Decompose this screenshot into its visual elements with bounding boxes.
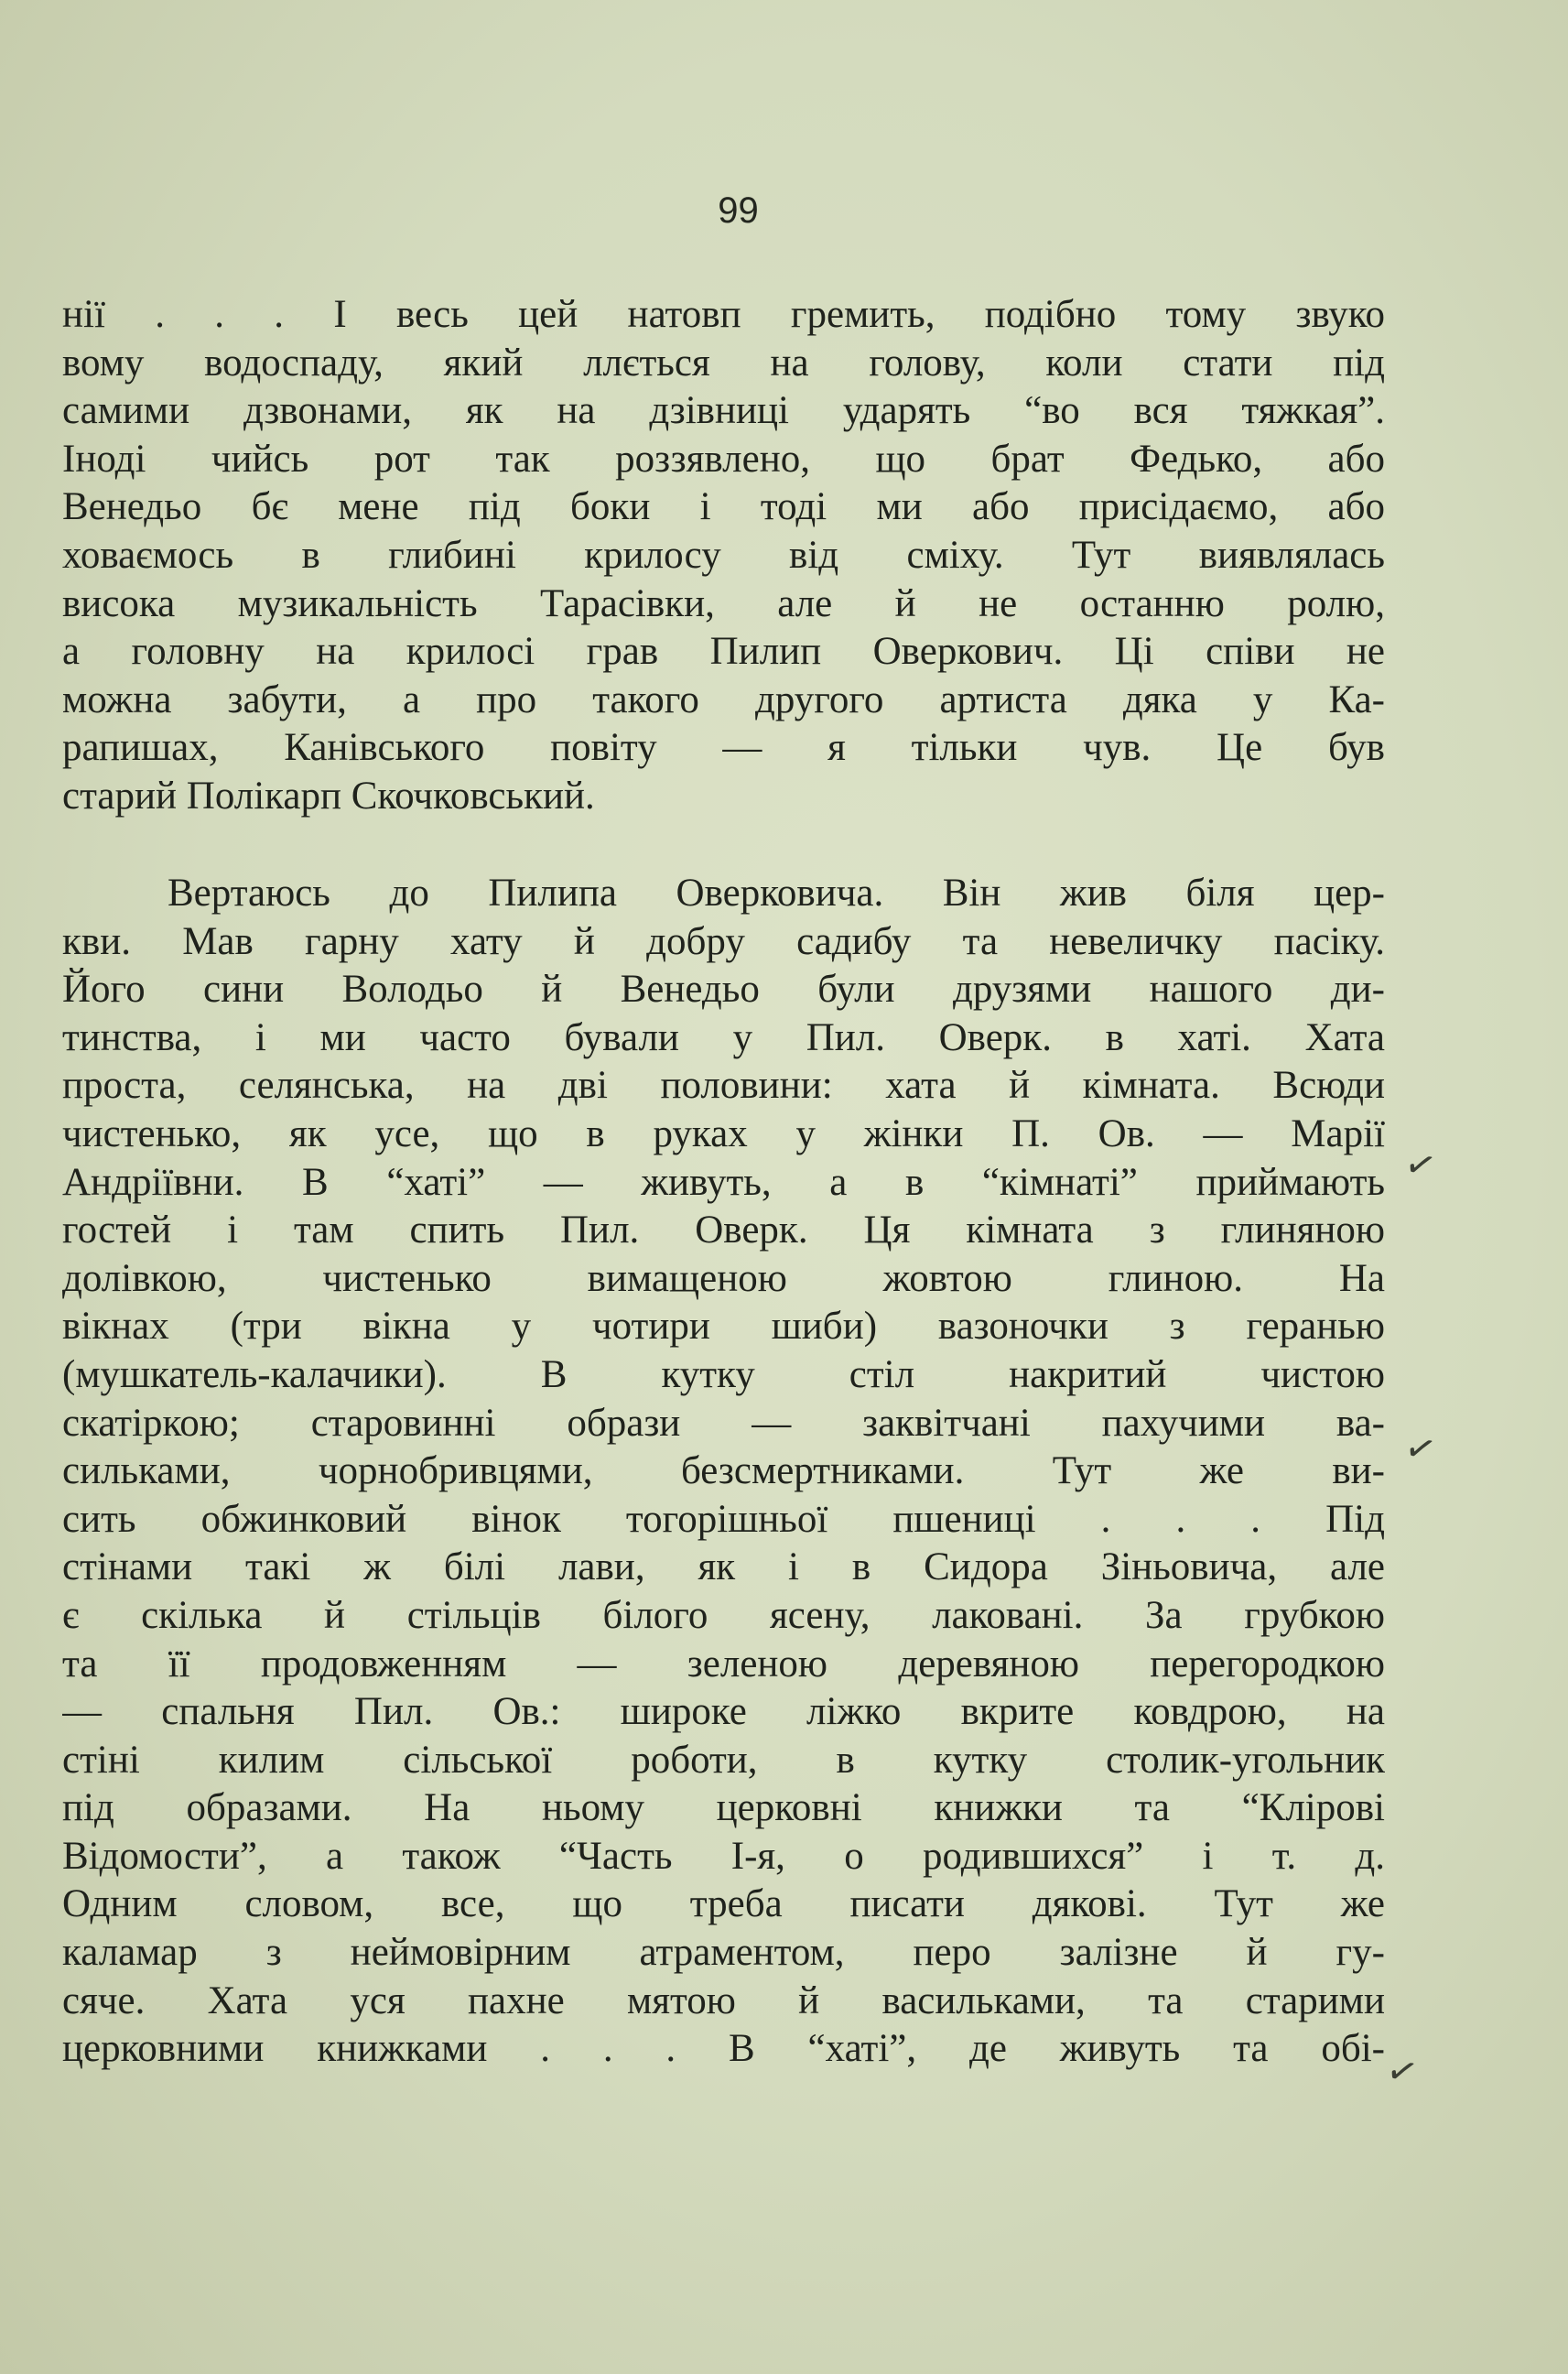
text-line: скатіркою; старовинні образи — заквітчані пахучими ва- xyxy=(62,1401,1385,1445)
text-line: каламар з неймовірним атраментом, перо залізне й гу- xyxy=(62,1931,1385,1975)
text-line: Іноді чийсь рот так роззявлено, що брат Федько, або xyxy=(62,437,1385,481)
text-line: нії . . . І весь цей натовп гремить, подібно тому звуко xyxy=(62,293,1385,336)
text-line: сяче. Хата уся пахне мятою й васильками, та старими xyxy=(62,1978,1385,2022)
margin-checkmark: ✓ xyxy=(1400,1141,1441,1190)
text-line: сильками, чорнобривцями, безсмертниками. Тут же ви- xyxy=(62,1449,1385,1493)
text-line: ховаємось в глибині крилосу від сміху. Тут виявлялась xyxy=(62,533,1385,577)
text-line: проста, селянська, на дві половини: хата й кімната. Всюди xyxy=(62,1064,1385,1108)
text-line: вому водоспаду, який ллється на голову, коли стати під xyxy=(62,341,1385,385)
text-line: та її продовженням — зеленою деревяною перегородкою xyxy=(62,1642,1385,1686)
text-line: чистенько, як усе, що в руках у жінки П. Ов. — Марії xyxy=(62,1111,1385,1155)
text-line: Венедьо бє мене під боки і тоді ми або присідаємо, або xyxy=(62,485,1385,529)
paragraph-1 xyxy=(62,291,1385,821)
margin-checkmark: ✓ xyxy=(1381,2047,1422,2097)
text-line: (мушкатель-калачики). В кутку стіл накритий чистою xyxy=(62,1352,1385,1396)
text-line: під образами. На ньому церковні книжки та “Клірові xyxy=(62,1786,1385,1830)
text-line: Вертаюсь до Пилипа Оверковича. Він жив біля цер- xyxy=(168,872,1385,915)
text-line: гостей і там спить Пил. Оверк. Ця кімната з глиняною xyxy=(62,1209,1385,1252)
text-line: є скілька й стільців білого ясену, лаковані. За грубкою xyxy=(62,1593,1385,1637)
text-line: Андріївни. В “хаті” — живуть, а в “кімнаті” приймають xyxy=(62,1160,1385,1204)
text-line: самими дзвонами, як на дзівниці ударять “во вся тяжкая”. xyxy=(62,389,1385,433)
text-line: кви. Мав гарну хату й добру садибу та невеличку пасіку. xyxy=(62,919,1385,963)
text-line: а головну на крилосі грав Пилип Оверкович. Ці співи не xyxy=(62,630,1385,674)
text-line: стіні килим сільської роботи, в кутку столик-угольник xyxy=(62,1738,1385,1782)
paragraph-2 xyxy=(62,870,1385,2074)
text-line: рапишах, Канівського повіту — я тільки чув. Це був xyxy=(62,726,1385,770)
text-line: висока музикальність Тарасівки, але й не останню ролю, xyxy=(62,581,1385,625)
text-line: долівкою, чистенько вимащеною жовтою глиною. На xyxy=(62,1256,1385,1300)
margin-checkmark: ✓ xyxy=(1400,1425,1441,1474)
text-line: стінами такі ж білі лави, як і в Сидора Зіньовича, але xyxy=(62,1545,1385,1589)
text-line: старий Полікарп Скочковський. xyxy=(62,774,595,818)
text-line: вікнах (три вікна у чотири шиби) вазоночки з геранью xyxy=(62,1305,1385,1349)
text-line: — спальня Пил. Ов.: широке ліжко вкрите ковдрою, на xyxy=(62,1690,1385,1734)
text-line: церковними книжками . . . В “хаті”, де живуть та обі- xyxy=(62,2027,1385,2071)
text-line: Одним словом, все, що треба писати дякові. Тут же xyxy=(62,1882,1385,1926)
page-number: 99 xyxy=(718,190,759,231)
text-line: тинства, і ми часто бували у Пил. Оверк. в хаті. Хата xyxy=(62,1015,1385,1059)
text-line: Його сини Володьо й Венедьо були друзями нашого ди- xyxy=(62,968,1385,1012)
text-line: сить обжинковий вінок тогорішньої пшениці . . . Під xyxy=(62,1497,1385,1541)
text-line: можна забути, а про такого другого артиста дяка у Ка- xyxy=(62,678,1385,721)
text-line: Відомости”, а також “Часть І-я, о родившихся” і т. д. xyxy=(62,1834,1385,1878)
